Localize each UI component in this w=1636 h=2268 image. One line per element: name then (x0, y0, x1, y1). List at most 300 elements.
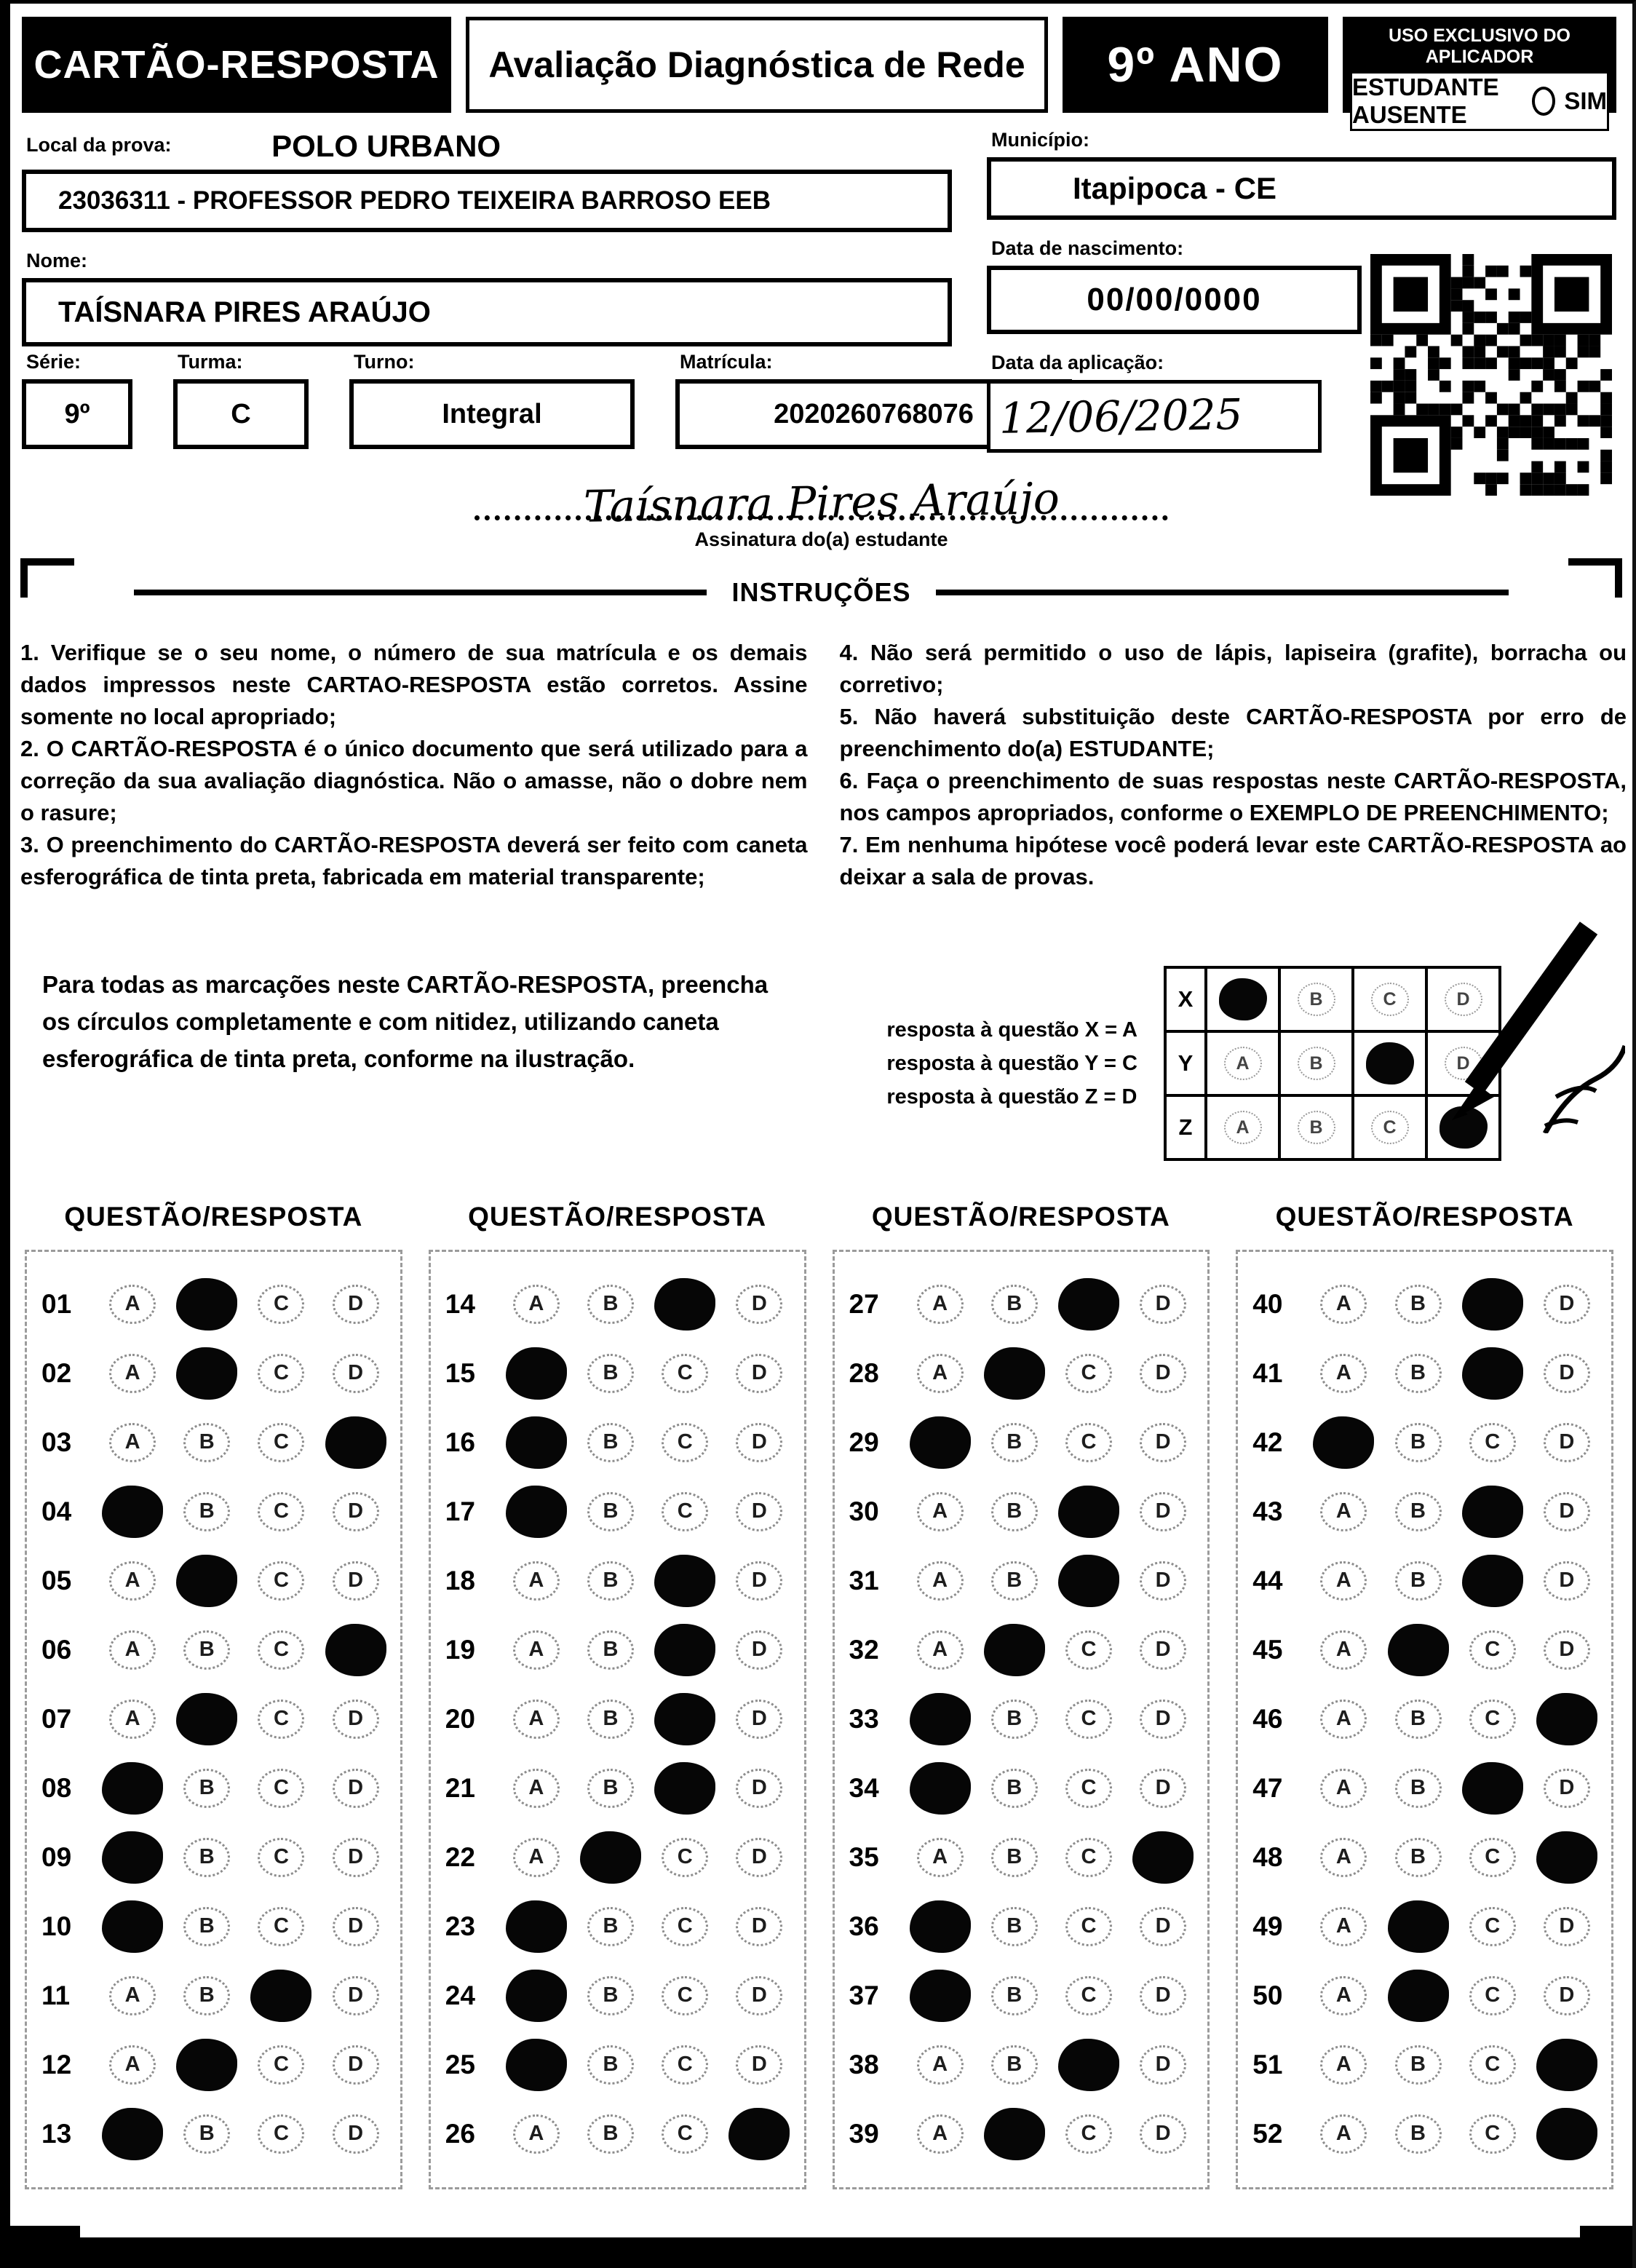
bubble-42-B[interactable]: B (1395, 1423, 1442, 1462)
question-row-04 (31, 1477, 393, 1546)
question-number: 16 (445, 1427, 475, 1457)
bubble-23-D[interactable]: D (736, 1907, 782, 1946)
bubble-03-C[interactable]: C (258, 1423, 304, 1462)
option-cell (1306, 2045, 1381, 2085)
bubble-32-D[interactable]: D (1140, 1630, 1186, 1670)
pen-hand-illustration (1436, 915, 1625, 1133)
bubble-40-A[interactable]: A (1320, 1285, 1367, 1324)
bubble-13-B[interactable]: B (183, 2114, 230, 2154)
bubble-29-C[interactable]: C (1065, 1423, 1112, 1462)
bubble-04-D[interactable]: D (333, 1492, 379, 1531)
marking-legend (886, 1013, 1137, 1114)
bubble-26-B[interactable]: B (587, 2114, 634, 2154)
option-cell (722, 1285, 796, 1324)
bubble-filled-31-C[interactable] (1058, 1555, 1119, 1607)
question-row-27 (839, 1269, 1201, 1339)
question-row-39 (839, 2099, 1201, 2168)
bubble-21-B[interactable]: B (587, 1769, 634, 1808)
option-cell (648, 1907, 722, 1946)
option-cell (903, 1561, 977, 1601)
option-cell (499, 1347, 573, 1400)
bubble-24-B[interactable]: B (587, 1976, 634, 2015)
option-cell (1306, 1838, 1381, 1877)
bubble-47-B[interactable]: B (1395, 1769, 1442, 1808)
bubble-filled-10-A[interactable] (102, 1900, 163, 1953)
bubble-15-B[interactable]: B (587, 1354, 634, 1393)
bubble-04-C[interactable]: C (258, 1492, 304, 1531)
bubble-14-A[interactable]: A (513, 1285, 560, 1324)
bubble-filled-36-A[interactable] (910, 1900, 971, 1953)
bubble-35-A[interactable]: A (917, 1838, 964, 1877)
bubble-34-B[interactable]: B (991, 1769, 1038, 1808)
question-number: 07 (41, 1703, 72, 1734)
bubble-48-A[interactable]: A (1320, 1838, 1367, 1877)
question-number: 26 (445, 2118, 475, 2149)
instruction-item: 6. Faça o preenchimento de suas respostas neste CARTÃO-RESPOSTA, nos campos apropriados, conforme o EXEMPLO DE PREENCHIMENTO; (839, 768, 1627, 826)
bubble-11-D[interactable]: D (333, 1976, 379, 2015)
bubble-34-C[interactable]: C (1065, 1769, 1112, 1808)
bubble-45-C[interactable]: C (1469, 1630, 1516, 1670)
bubble-17-C[interactable]: C (662, 1492, 708, 1531)
question-number: 11 (41, 1980, 71, 2010)
option-cell (319, 1561, 393, 1601)
bubble-filled-48-D[interactable] (1536, 1831, 1597, 1884)
bubble-38-B[interactable]: B (991, 2045, 1038, 2085)
bubble-49-C[interactable]: C (1469, 1907, 1516, 1946)
option-cell (1126, 2114, 1200, 2154)
bubble-filled-28-B[interactable] (984, 1347, 1045, 1400)
bubble-49-D[interactable]: D (1544, 1907, 1590, 1946)
bubble-05-A[interactable]: A (109, 1561, 156, 1601)
bubble-filled-24-A[interactable] (506, 1970, 567, 2022)
bubble-filled-37-A[interactable] (910, 1970, 971, 2022)
bubble-46-C[interactable]: C (1469, 1700, 1516, 1739)
option-cell (977, 1347, 1052, 1400)
bubble-filled-39-B[interactable] (984, 2108, 1045, 2160)
question-row-13 (31, 2099, 393, 2168)
example-bubble: B (1298, 1047, 1335, 1080)
answer-column-3 (833, 1202, 1210, 2189)
bubble-filled-45-B[interactable] (1388, 1624, 1449, 1676)
bubble-28-A[interactable]: A (917, 1354, 964, 1393)
bubble-filled-49-B[interactable] (1388, 1900, 1449, 1953)
bubble-43-B[interactable]: B (1395, 1492, 1442, 1531)
bubble-filled-25-A[interactable] (506, 2039, 567, 2091)
bubble-filled-08-A[interactable] (102, 1762, 163, 1815)
bubble-01-D[interactable]: D (333, 1285, 379, 1324)
bubble-06-B[interactable]: B (183, 1630, 230, 1670)
option-cell (1126, 1831, 1200, 1884)
option-cell (648, 1762, 722, 1815)
option-cell (319, 1416, 393, 1469)
bubble-27-B[interactable]: B (991, 1285, 1038, 1324)
bubble-07-D[interactable]: D (333, 1700, 379, 1739)
bubble-20-D[interactable]: D (736, 1700, 782, 1739)
bubble-filled-29-A[interactable] (910, 1416, 971, 1469)
bubble-32-A[interactable]: A (917, 1630, 964, 1670)
bubble-47-A[interactable]: A (1320, 1769, 1367, 1808)
bubble-filled-35-D[interactable] (1132, 1831, 1194, 1884)
bubble-filled-06-D[interactable] (325, 1624, 386, 1676)
bubble-03-B[interactable]: B (183, 1423, 230, 1462)
answer-column-1 (25, 1202, 402, 2189)
bubble-filled-30-C[interactable] (1058, 1486, 1119, 1538)
bubble-19-D[interactable]: D (736, 1630, 782, 1670)
bubble-34-D[interactable]: D (1140, 1769, 1186, 1808)
option-cell (573, 1285, 648, 1324)
option-cell (903, 1492, 977, 1531)
bubble-07-A[interactable]: A (109, 1700, 156, 1739)
student-absent-option: SIM (1564, 87, 1607, 114)
question-row-02 (31, 1339, 393, 1408)
bubble-16-C[interactable]: C (662, 1423, 708, 1462)
student-absent-label: ESTUDANTE AUSENTE (1352, 74, 1499, 128)
bubble-03-A[interactable]: A (109, 1423, 156, 1462)
option-cell (1456, 2114, 1530, 2154)
bubble-17-B[interactable]: B (587, 1492, 634, 1531)
option-cell (1052, 1976, 1126, 2015)
bubble-41-B[interactable]: B (1395, 1354, 1442, 1393)
bubble-16-B[interactable]: B (587, 1423, 634, 1462)
bubble-05-D[interactable]: D (333, 1561, 379, 1601)
bubble-28-C[interactable]: C (1065, 1354, 1112, 1393)
bubble-11-B[interactable]: B (183, 1976, 230, 2015)
bubble-46-B[interactable]: B (1395, 1700, 1442, 1739)
bubble-37-B[interactable]: B (991, 1976, 1038, 2015)
bubble-filled-33-A[interactable] (910, 1693, 971, 1745)
bubble-18-B[interactable]: B (587, 1561, 634, 1601)
bubble-21-D[interactable]: D (736, 1769, 782, 1808)
question-row-34 (839, 1753, 1201, 1823)
bubble-filled-42-A[interactable] (1313, 1416, 1374, 1469)
bubble-02-D[interactable]: D (333, 1354, 379, 1393)
bubble-filled-01-B[interactable] (176, 1278, 237, 1331)
bubble-27-D[interactable]: D (1140, 1285, 1186, 1324)
bottom-mark-right (1580, 2226, 1632, 2237)
bubble-45-D[interactable]: D (1544, 1630, 1590, 1670)
bubble-25-D[interactable]: D (736, 2045, 782, 2085)
bubble-09-C[interactable]: C (258, 1838, 304, 1877)
bubble-42-D[interactable]: D (1544, 1423, 1590, 1462)
bubble-51-A[interactable]: A (1320, 2045, 1367, 2085)
bubble-33-D[interactable]: D (1140, 1700, 1186, 1739)
option-cell (1306, 2114, 1381, 2154)
bubble-36-D[interactable]: D (1140, 1907, 1186, 1946)
bubble-15-C[interactable]: C (662, 1354, 708, 1393)
bubble-30-B[interactable]: B (991, 1492, 1038, 1531)
bubble-38-D[interactable]: D (1140, 2045, 1186, 2085)
example-row-label: Z (1165, 1095, 1206, 1159)
bubble-30-D[interactable]: D (1140, 1492, 1186, 1531)
bubble-20-B[interactable]: B (587, 1700, 634, 1739)
bubble-12-A[interactable]: A (109, 2045, 156, 2085)
bubble-18-D[interactable]: D (736, 1561, 782, 1601)
answer-box (1236, 1250, 1613, 2189)
bubble-17-D[interactable]: D (736, 1492, 782, 1531)
bubble-filled-38-C[interactable] (1058, 2039, 1119, 2091)
bubble-filled-11-C[interactable] (250, 1970, 311, 2022)
question-number: 41 (1252, 1357, 1283, 1388)
bubble-24-C[interactable]: C (662, 1976, 708, 2015)
option-cell (903, 1970, 977, 2022)
bubble-filled-20-C[interactable] (654, 1693, 715, 1745)
bubble-filled-02-B[interactable] (176, 1347, 237, 1400)
bubble-52-B[interactable]: B (1395, 2114, 1442, 2154)
bubble-filled-13-A[interactable] (102, 2108, 163, 2160)
bubble-44-B[interactable]: B (1395, 1561, 1442, 1601)
bubble-filled-46-D[interactable] (1536, 1693, 1597, 1745)
bubble-10-C[interactable]: C (258, 1907, 304, 1946)
question-number: 13 (41, 2118, 72, 2149)
applicator-box-title: USO EXCLUSIVO DO APLICADOR (1346, 20, 1613, 71)
question-number: 28 (849, 1357, 879, 1388)
registration-corner-right (1568, 558, 1622, 598)
bubble-filled-16-A[interactable] (506, 1416, 567, 1469)
bubble-33-B[interactable]: B (991, 1700, 1038, 1739)
bubble-33-C[interactable]: C (1065, 1700, 1112, 1739)
bubble-filled-04-A[interactable] (102, 1486, 163, 1538)
bubble-40-D[interactable]: D (1544, 1285, 1590, 1324)
bubble-filled-41-C[interactable] (1462, 1347, 1523, 1400)
bubble-39-D[interactable]: D (1140, 2114, 1186, 2154)
bubble-36-B[interactable]: B (991, 1907, 1038, 1946)
bubble-filled-34-A[interactable] (910, 1762, 971, 1815)
bubble-37-D[interactable]: D (1140, 1976, 1186, 2015)
bubble-48-B[interactable]: B (1395, 1838, 1442, 1877)
bubble-01-A[interactable]: A (109, 1285, 156, 1324)
bubble-04-B[interactable]: B (183, 1492, 230, 1531)
bubble-filled-15-A[interactable] (506, 1347, 567, 1400)
bubble-39-C[interactable]: C (1065, 2114, 1112, 2154)
bubble-filled-32-B[interactable] (984, 1624, 1045, 1676)
bubble-13-D[interactable]: D (333, 2114, 379, 2154)
bubble-45-A[interactable]: A (1320, 1630, 1367, 1670)
bubble-50-D[interactable]: D (1544, 1976, 1590, 2015)
bubble-51-C[interactable]: C (1469, 2045, 1516, 2085)
instructions-title-row (134, 577, 1509, 608)
question-number: 02 (41, 1357, 72, 1388)
bubble-47-D[interactable]: D (1544, 1769, 1590, 1808)
option-cell (244, 1423, 318, 1462)
bubble-43-A[interactable]: A (1320, 1492, 1367, 1531)
bubble-36-C[interactable]: C (1065, 1907, 1112, 1946)
bubble-06-A[interactable]: A (109, 1630, 156, 1670)
bubble-44-D[interactable]: D (1544, 1561, 1590, 1601)
bubble-10-D[interactable]: D (333, 1907, 379, 1946)
bubble-filled-43-C[interactable] (1462, 1486, 1523, 1538)
question-number: 39 (849, 2118, 879, 2149)
bubble-40-B[interactable]: B (1395, 1285, 1442, 1324)
bubble-08-C[interactable]: C (258, 1769, 304, 1808)
bubble-09-B[interactable]: B (183, 1838, 230, 1877)
question-number: 37 (849, 1980, 879, 2010)
bubble-48-C[interactable]: C (1469, 1838, 1516, 1877)
bubble-filled-03-D[interactable] (325, 1416, 386, 1469)
bubble-41-D[interactable]: D (1544, 1354, 1590, 1393)
question-number: 27 (849, 1288, 879, 1319)
question-number: 19 (445, 1634, 475, 1665)
bubble-31-B[interactable]: B (991, 1561, 1038, 1601)
bubble-filled-14-C[interactable] (654, 1278, 715, 1331)
question-number: 21 (445, 1772, 475, 1803)
bubble-35-B[interactable]: B (991, 1838, 1038, 1877)
bubble-21-A[interactable]: A (513, 1769, 560, 1808)
question-number: 32 (849, 1634, 879, 1665)
question-number: 18 (445, 1565, 475, 1595)
bubble-14-D[interactable]: D (736, 1285, 782, 1324)
bubble-filled-07-B[interactable] (176, 1693, 237, 1745)
question-row-18 (435, 1546, 797, 1615)
bubble-31-D[interactable]: D (1140, 1561, 1186, 1601)
bubble-31-A[interactable]: A (917, 1561, 964, 1601)
bubble-06-C[interactable]: C (258, 1630, 304, 1670)
bubble-39-A[interactable]: A (917, 2114, 964, 2154)
bubble-30-A[interactable]: A (917, 1492, 964, 1531)
bubble-filled-17-A[interactable] (506, 1486, 567, 1538)
bubble-50-A[interactable]: A (1320, 1976, 1367, 2015)
option-cell (1306, 1630, 1381, 1670)
option-cell (1530, 1693, 1604, 1745)
option-cell (648, 1278, 722, 1331)
option-cell (648, 1423, 722, 1462)
bubble-filled-27-C[interactable] (1058, 1278, 1119, 1331)
bubble-52-C[interactable]: C (1469, 2114, 1516, 2154)
example-cell (1206, 967, 1279, 1031)
bubble-filled-47-C[interactable] (1462, 1762, 1523, 1815)
question-number: 23 (445, 1911, 475, 1941)
option-cell (1456, 1347, 1530, 1400)
example-bubble: C (1371, 983, 1409, 1016)
student-absent-bubble[interactable] (1532, 87, 1555, 116)
option-cell (977, 1492, 1052, 1531)
option-cell (319, 1354, 393, 1393)
question-number: 31 (849, 1565, 879, 1595)
bubble-43-D[interactable]: D (1544, 1492, 1590, 1531)
local-da-prova-label-text: Local da prova: (26, 134, 172, 156)
bubble-15-D[interactable]: D (736, 1354, 782, 1393)
bubble-16-D[interactable]: D (736, 1423, 782, 1462)
bubble-filled-26-D[interactable] (728, 2108, 790, 2160)
option-cell (977, 1624, 1052, 1676)
bubble-13-C[interactable]: C (258, 2114, 304, 2154)
bubble-37-C[interactable]: C (1065, 1976, 1112, 2015)
bubble-22-C[interactable]: C (662, 1838, 708, 1877)
bubble-02-A[interactable]: A (109, 1354, 156, 1393)
bubble-08-B[interactable]: B (183, 1769, 230, 1808)
bubble-26-C[interactable]: C (662, 2114, 708, 2154)
option-cell (1052, 1423, 1126, 1462)
turma-label: Turma: (178, 351, 243, 373)
bubble-38-A[interactable]: A (917, 2045, 964, 2085)
bubble-18-A[interactable]: A (513, 1561, 560, 1601)
bubble-26-A[interactable]: A (513, 2114, 560, 2154)
bubble-22-A[interactable]: A (513, 1838, 560, 1877)
bubble-filled-05-B[interactable] (176, 1555, 237, 1607)
bubble-09-D[interactable]: D (333, 1838, 379, 1877)
bubble-filled-51-D[interactable] (1536, 2039, 1597, 2091)
bubble-44-A[interactable]: A (1320, 1561, 1367, 1601)
bubble-05-C[interactable]: C (258, 1561, 304, 1601)
bubble-filled-21-C[interactable] (654, 1762, 715, 1815)
option-cell (573, 1354, 648, 1393)
bubble-29-D[interactable]: D (1140, 1423, 1186, 1462)
bubble-24-D[interactable]: D (736, 1976, 782, 2015)
bubble-41-A[interactable]: A (1320, 1354, 1367, 1393)
bubble-42-C[interactable]: C (1469, 1423, 1516, 1462)
option-cell (1126, 1354, 1200, 1393)
applicator-box (1343, 17, 1616, 128)
bubble-filled-12-B[interactable] (176, 2039, 237, 2091)
bubble-08-D[interactable]: D (333, 1769, 379, 1808)
bubble-filled-09-A[interactable] (102, 1831, 163, 1884)
question-number: 12 (41, 2049, 72, 2079)
option-cell (722, 1907, 796, 1946)
option-cell (1456, 1630, 1530, 1670)
bubble-50-C[interactable]: C (1469, 1976, 1516, 2015)
bubble-19-B[interactable]: B (587, 1630, 634, 1670)
option-cell (1052, 1555, 1126, 1607)
bubble-32-C[interactable]: C (1065, 1630, 1112, 1670)
bubble-filled-40-C[interactable] (1462, 1278, 1523, 1331)
bubble-filled-44-C[interactable] (1462, 1555, 1523, 1607)
bubble-23-C[interactable]: C (662, 1907, 708, 1946)
bubble-11-A[interactable]: A (109, 1976, 156, 2015)
bubble-10-B[interactable]: B (183, 1907, 230, 1946)
bubble-19-A[interactable]: A (513, 1630, 560, 1670)
bubble-filled-23-A[interactable] (506, 1900, 567, 1953)
example-row-label: X (1165, 967, 1206, 1031)
option-cell (722, 1976, 796, 2015)
bubble-filled-50-B[interactable] (1388, 1970, 1449, 2022)
option-cell (648, 2045, 722, 2085)
question-number: 15 (445, 1357, 475, 1388)
bubble-12-C[interactable]: C (258, 2045, 304, 2085)
option-cell (1530, 2039, 1604, 2091)
bubble-35-C[interactable]: C (1065, 1838, 1112, 1877)
bubble-filled-18-C[interactable] (654, 1555, 715, 1607)
option-cell (903, 1900, 977, 1953)
bubble-02-C[interactable]: C (258, 1354, 304, 1393)
bubble-46-A[interactable]: A (1320, 1700, 1367, 1739)
signature-line (474, 473, 1169, 533)
bubble-filled-22-B[interactable] (580, 1831, 641, 1884)
bubble-25-B[interactable]: B (587, 2045, 634, 2085)
bubble-01-C[interactable]: C (258, 1285, 304, 1324)
bubble-51-B[interactable]: B (1395, 2045, 1442, 2085)
marking-note: Para todas as marcações neste CARTÃO-RESPOSTA, preencha os círculos completamente e com nitidez, utilizando caneta esferográfica de tinta preta, conforme na ilustração. (42, 971, 769, 1073)
bubble-07-C[interactable]: C (258, 1700, 304, 1739)
bubble-27-A[interactable]: A (917, 1285, 964, 1324)
question-row-05 (31, 1546, 393, 1615)
bubble-filled-19-C[interactable] (654, 1624, 715, 1676)
bubble-28-D[interactable]: D (1140, 1354, 1186, 1393)
bubble-52-A[interactable]: A (1320, 2114, 1367, 2154)
bubble-22-D[interactable]: D (736, 1838, 782, 1877)
bottom-bar (10, 2237, 1632, 2268)
bubble-29-B[interactable]: B (991, 1423, 1038, 1462)
bubble-14-B[interactable]: B (587, 1285, 634, 1324)
bubble-12-D[interactable]: D (333, 2045, 379, 2085)
bubble-49-A[interactable]: A (1320, 1907, 1367, 1946)
bubble-23-B[interactable]: B (587, 1907, 634, 1946)
matricula-label: Matrícula: (680, 351, 773, 373)
bubble-filled-52-D[interactable] (1536, 2108, 1597, 2160)
option-cell (573, 1492, 648, 1531)
option-cell (1052, 1630, 1126, 1670)
bubble-20-A[interactable]: A (513, 1700, 560, 1739)
option-cell (319, 1624, 393, 1676)
bubble-25-C[interactable]: C (662, 2045, 708, 2085)
